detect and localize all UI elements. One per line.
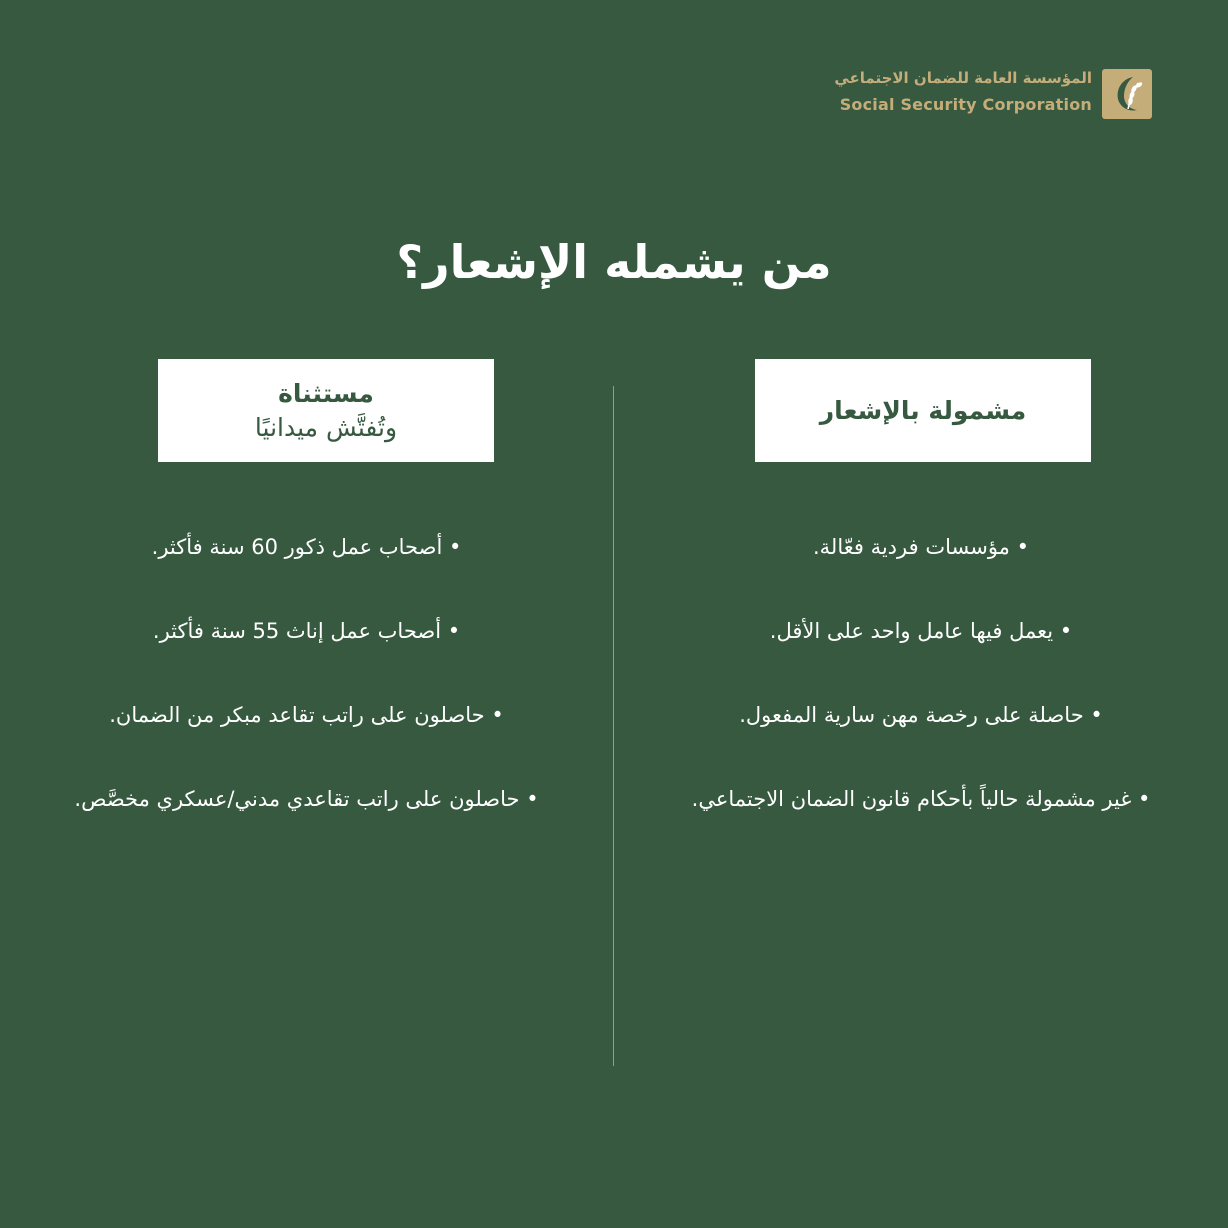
brand-name [834,68,1092,116]
wheat-crescent-icon [1102,69,1152,119]
list-item: • مؤسسات فردية فعّالة. [813,535,1029,559]
page-title: من يشمله الإشعار؟ [396,235,832,289]
brand-name-arabic: المؤسسة العامة للضمان الاجتماعي [834,69,1092,87]
list-item: • حاصلون على راتب تقاعد مبكر من الضمان. [109,703,504,727]
excluded-heading-box [158,359,494,462]
list-item: • يعمل فيها عامل واحد على الأقل. [769,619,1073,643]
included-list [614,526,1228,862]
list-item: • حاصلة على رخصة مهن سارية المفعول. [739,703,1103,727]
list-item: • حاصلون على راتب تقاعدي مدني/عسكري مخصَّص. [74,787,539,811]
list-item: • غير مشمولة حالياً بأحكام قانون الضمان الاجتماعي. [691,787,1151,811]
included-heading: مشمولة بالإشعار [819,395,1027,425]
list-item: • أصحاب عمل إناث 55 سنة فأكثر. [152,619,461,643]
brand-logo [834,68,1154,122]
excluded-subheading: وتُفتَّش ميدانيًا [254,412,398,442]
excluded-list [0,526,613,862]
included-heading-box [755,359,1091,462]
list-item: • أصحاب عمل ذكور 60 سنة فأكثر. [151,535,462,559]
brand-name-english: Social Security Corporation [839,95,1092,114]
excluded-heading: مستثناة [278,378,374,408]
